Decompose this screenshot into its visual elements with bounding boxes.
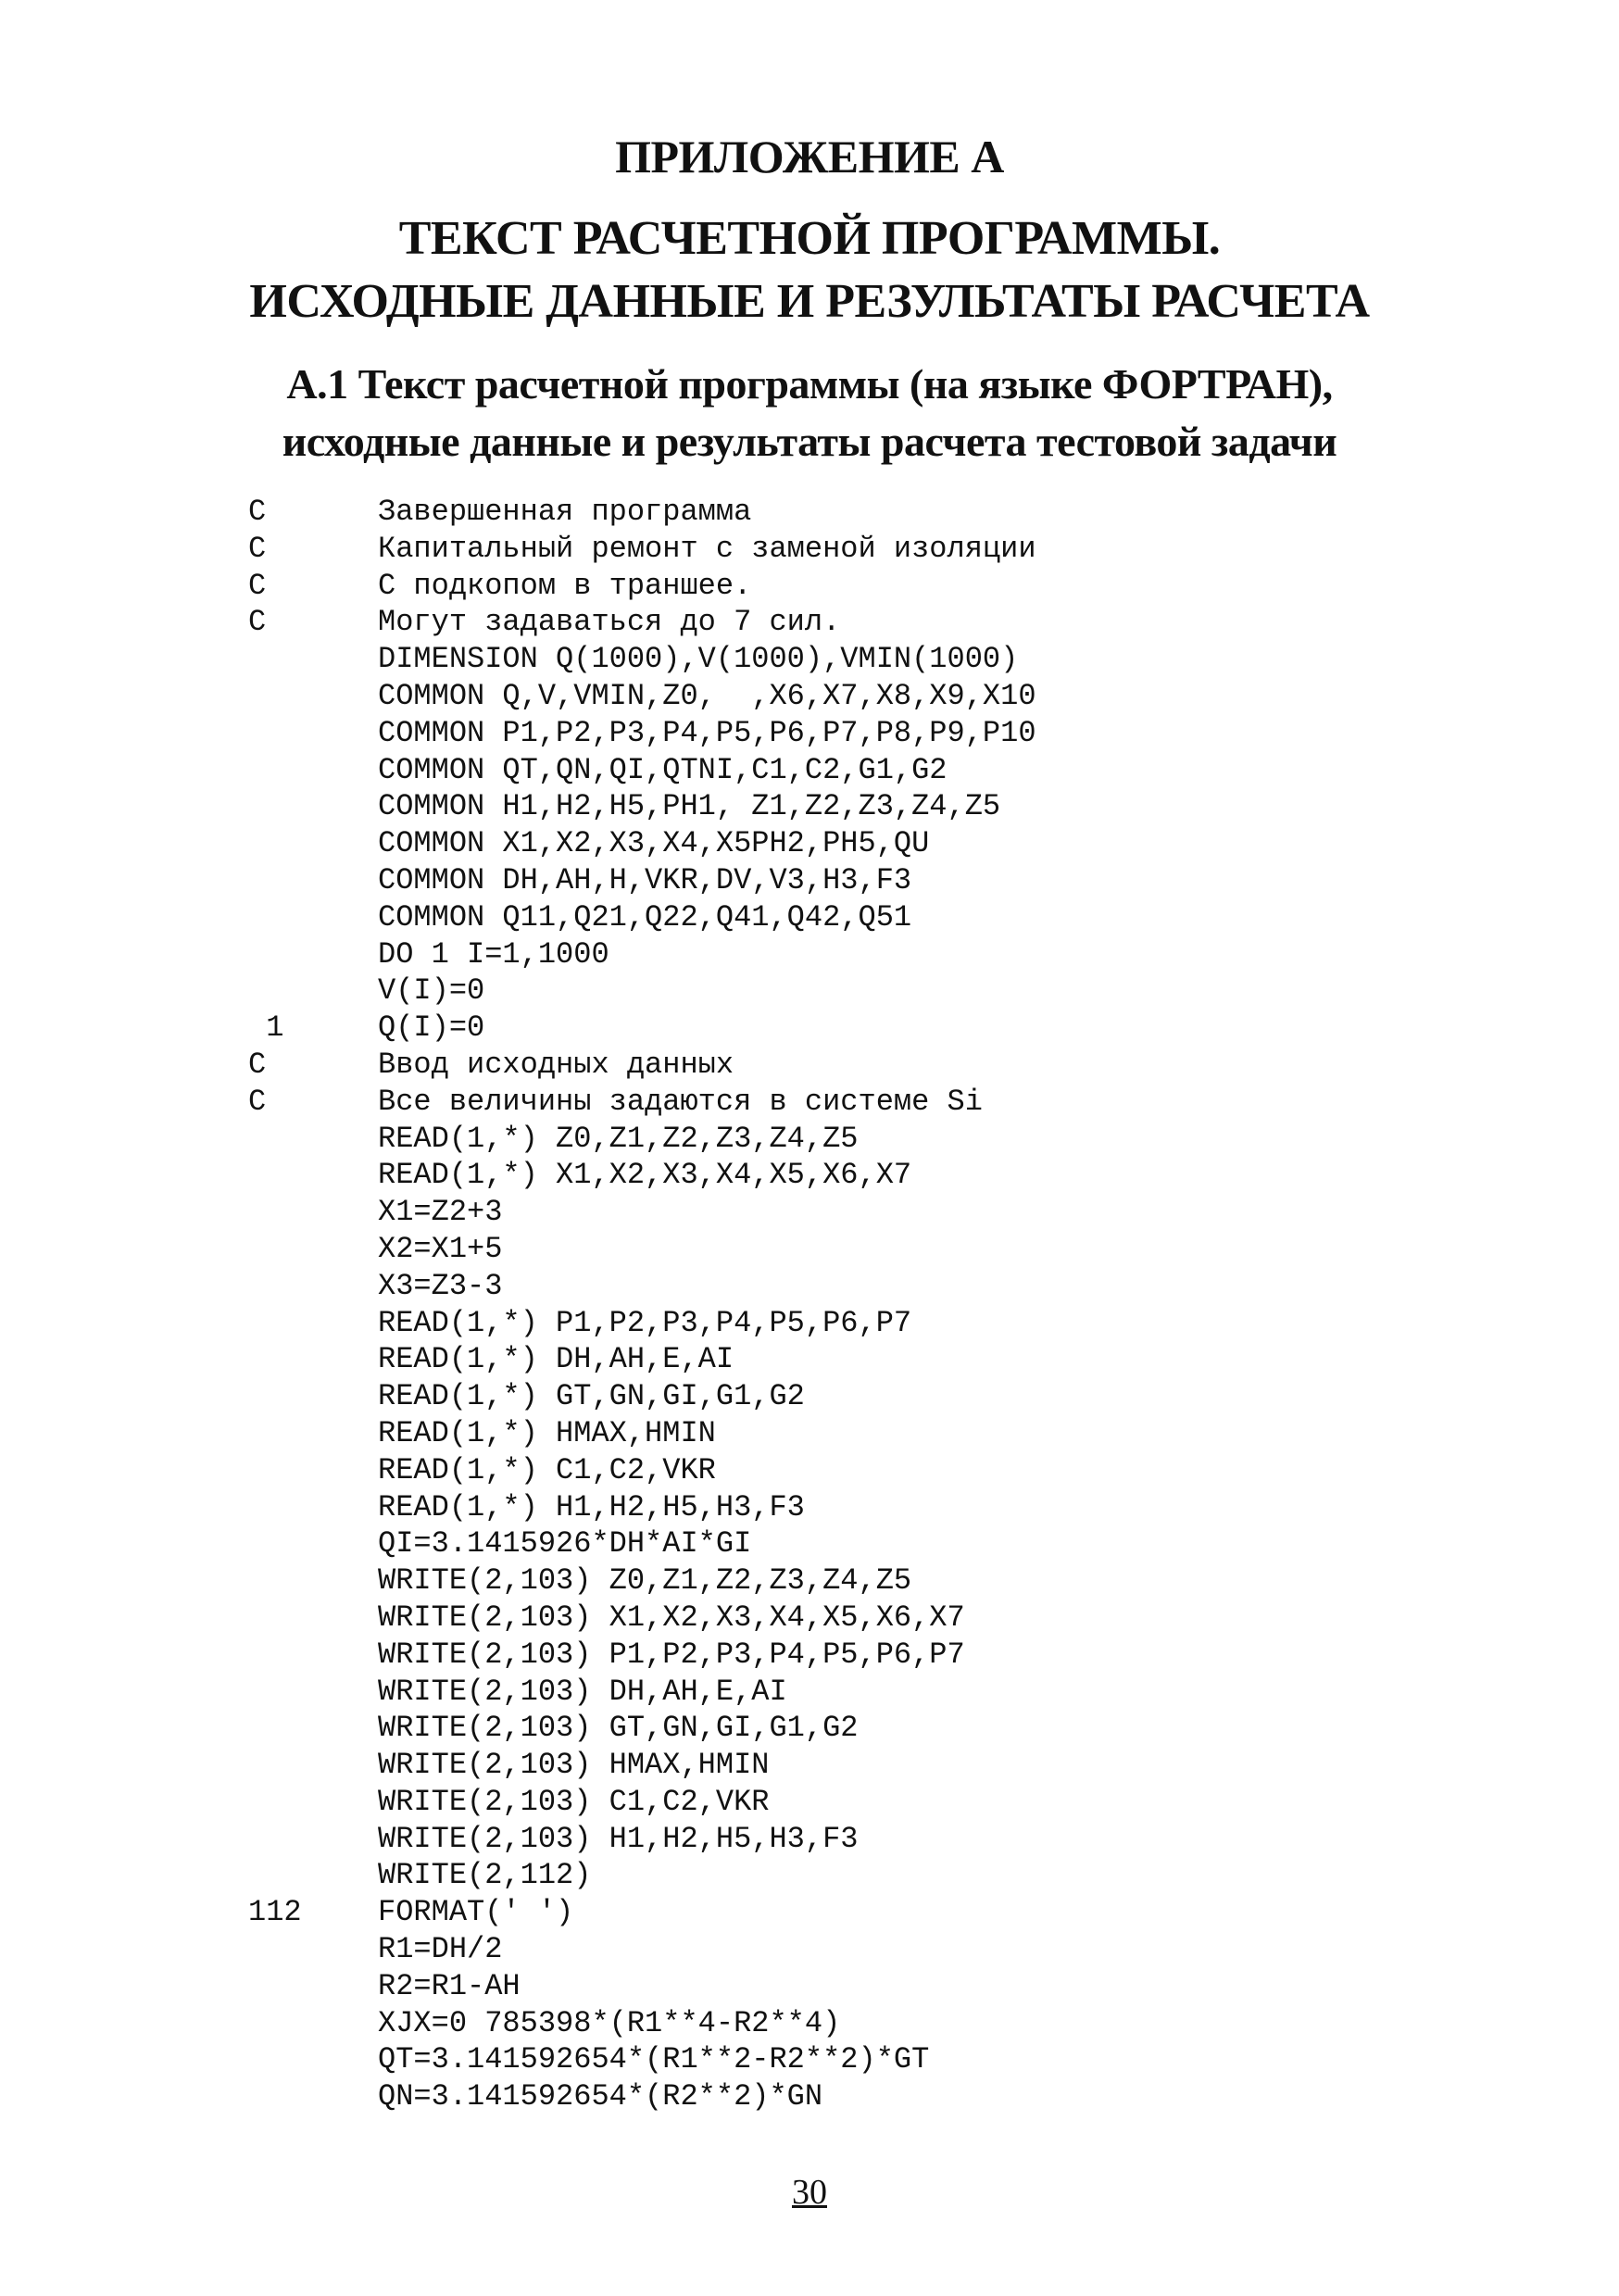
code-line xyxy=(248,1341,1360,1378)
code-line-text: WRITE(2,103) H1,H2,H5,H3,F3 xyxy=(378,1821,859,1856)
code-line-text: COMMON P1,P2,P3,P4,P5,P6,P7,P8,P9,P10 xyxy=(378,715,1036,750)
code-line xyxy=(248,1784,1360,1821)
code-line-text: Все величины задаются в системе Si xyxy=(378,1084,983,1119)
code-line-text: WRITE(2,103) C1,C2,VKR xyxy=(378,1784,770,1819)
code-line xyxy=(248,568,1360,605)
code-line-text: FORMAT(' ') xyxy=(378,1895,574,1930)
code-line xyxy=(248,936,1360,973)
code-line-text: READ(1,*) HMAX,HMIN xyxy=(378,1415,716,1450)
code-line xyxy=(248,1562,1360,1600)
code-line-text: READ(1,*) H1,H2,H5,H3,F3 xyxy=(378,1489,805,1524)
code-line-text: Q(I)=0 xyxy=(378,1010,485,1046)
code-line xyxy=(248,1710,1360,1747)
code-line xyxy=(248,1857,1360,1894)
code-line-text: READ(1,*) DH,AH,E,AI xyxy=(378,1342,734,1377)
code-line xyxy=(248,1010,1360,1047)
code-line-text: WRITE(2,103) HMAX,HMIN xyxy=(378,1748,770,1783)
code-line xyxy=(248,1084,1360,1121)
code-line-label: 1 xyxy=(248,1010,284,1046)
code-line-text: COMMON DH,AH,H,VKR,DV,V3,H3,F3 xyxy=(378,862,912,897)
code-line xyxy=(248,1194,1360,1231)
code-line-text: DIMENSION Q(1000),V(1000),VMIN(1000) xyxy=(378,642,1019,677)
code-line-text: Капитальный ремонт с заменой изоляции xyxy=(378,531,1036,566)
code-line-label: C xyxy=(248,568,267,603)
code-line xyxy=(248,1600,1360,1637)
code-line-text: Могут задаваться до 7 сил. xyxy=(378,605,841,640)
code-line xyxy=(248,1047,1360,1084)
code-line-label: C xyxy=(248,1047,267,1082)
code-line-text: WRITE(2,103) GT,GN,GI,G1,G2 xyxy=(378,1711,859,1746)
code-line xyxy=(248,1121,1360,1158)
code-line-text: READ(1,*) P1,P2,P3,P4,P5,P6,P7 xyxy=(378,1305,912,1340)
code-line-text: XJX=0 785398*(R1**4-R2**4) xyxy=(378,2005,841,2040)
code-line-text: DO 1 I=1,1000 xyxy=(378,936,609,972)
code-line-text: WRITE(2,103) Z0,Z1,Z2,Z3,Z4,Z5 xyxy=(378,1563,912,1599)
code-line-text: READ(1,*) X1,X2,X3,X4,X5,X6,X7 xyxy=(378,1158,912,1193)
code-line-text: READ(1,*) C1,C2,VKR xyxy=(378,1452,716,1487)
code-line xyxy=(248,1968,1360,2005)
appendix-title: ПРИЛОЖЕНИЕ А xyxy=(615,131,1004,182)
code-line-text: READ(1,*) Z0,Z1,Z2,Z3,Z4,Z5 xyxy=(378,1121,859,1156)
code-line xyxy=(248,494,1360,531)
code-line xyxy=(248,1894,1360,1931)
code-line xyxy=(248,1231,1360,1268)
main-title-line-2: ИСХОДНЫЕ ДАННЫЕ И РЕЗУЛЬТАТЫ РАСЧЕТА xyxy=(249,275,1370,328)
code-line-text: WRITE(2,112) xyxy=(378,1858,592,1893)
code-line-label: C xyxy=(248,495,267,529)
code-line xyxy=(248,1268,1360,1305)
code-line xyxy=(248,531,1360,568)
code-line xyxy=(248,862,1360,899)
code-line xyxy=(248,2078,1360,2115)
code-listing xyxy=(248,494,1360,2115)
main-title-line-1: ТЕКСТ РАСЧЕТНОЙ ПРОГРАММЫ. xyxy=(398,212,1221,265)
code-line xyxy=(248,825,1360,862)
code-line-text: QT=3.141592654*(R1**2-R2**2)*GT xyxy=(378,2042,930,2077)
code-line-label: C xyxy=(248,1084,267,1119)
code-line-label: C xyxy=(248,605,267,640)
code-line-text: COMMON Q,V,VMIN,Z0, ,X6,X7,X8,X9,X10 xyxy=(378,678,1036,713)
code-line-text: X1=Z2+3 xyxy=(378,1195,503,1230)
code-line xyxy=(248,1821,1360,1858)
code-line xyxy=(248,972,1360,1010)
code-line xyxy=(248,752,1360,789)
code-line-text: R1=DH/2 xyxy=(378,1932,503,1967)
code-line xyxy=(248,1525,1360,1562)
code-line xyxy=(248,1305,1360,1342)
code-line xyxy=(248,1452,1360,1489)
page-number: 30 xyxy=(792,2173,827,2212)
code-line xyxy=(248,2041,1360,2078)
code-line-text: COMMON X1,X2,X3,X4,X5PH2,PH5,QU xyxy=(378,826,930,861)
code-line-label: C xyxy=(248,531,267,566)
code-line-text: Завершенная программа xyxy=(378,495,752,529)
code-line xyxy=(248,1378,1360,1415)
code-line xyxy=(248,1637,1360,1674)
code-line-text: С подкопом в траншее. xyxy=(378,568,752,603)
code-line xyxy=(248,1489,1360,1526)
code-line xyxy=(248,2005,1360,2042)
code-line-text: V(I)=0 xyxy=(378,973,485,1009)
code-line xyxy=(248,788,1360,825)
code-line xyxy=(248,715,1360,752)
code-line xyxy=(248,1931,1360,1968)
code-line-text: Ввод исходных данных xyxy=(378,1047,734,1082)
code-line-text: COMMON QT,QN,QI,QTNI,C1,C2,G1,G2 xyxy=(378,752,948,787)
code-line-text: WRITE(2,103) X1,X2,X3,X4,X5,X6,X7 xyxy=(378,1600,965,1635)
section-title-line-1: А.1 Текст расчетной программы (на языке ФОРТРАН), xyxy=(286,360,1333,408)
code-line-text: X2=X1+5 xyxy=(378,1231,503,1266)
code-line xyxy=(248,1157,1360,1194)
code-line-text: COMMON Q11,Q21,Q22,Q41,Q42,Q51 xyxy=(378,899,912,935)
code-line-text: R2=R1-AH xyxy=(378,1968,521,2003)
code-line-text: COMMON H1,H2,H5,PH1, Z1,Z2,Z3,Z4,Z5 xyxy=(378,789,1001,824)
code-line xyxy=(248,1415,1360,1452)
code-line-text: WRITE(2,103) DH,AH,E,AI xyxy=(378,1674,787,1709)
code-line xyxy=(248,678,1360,715)
code-line-text: QI=3.1415926*DH*AI*GI xyxy=(378,1526,752,1562)
code-line-text: QN=3.141592654*(R2**2)*GN xyxy=(378,2079,823,2114)
code-line xyxy=(248,604,1360,641)
code-line xyxy=(248,899,1360,936)
code-line-text: X3=Z3-3 xyxy=(378,1268,503,1303)
code-line-text: READ(1,*) GT,GN,GI,G1,G2 xyxy=(378,1379,805,1414)
code-line-text: WRITE(2,103) P1,P2,P3,P4,P5,P6,P7 xyxy=(378,1637,965,1672)
section-title-line-2: исходные данные и результаты расчета тестовой задачи xyxy=(282,418,1337,465)
code-line xyxy=(248,641,1360,678)
code-line-label: 112 xyxy=(248,1895,302,1930)
code-line xyxy=(248,1747,1360,1784)
code-line xyxy=(248,1674,1360,1711)
